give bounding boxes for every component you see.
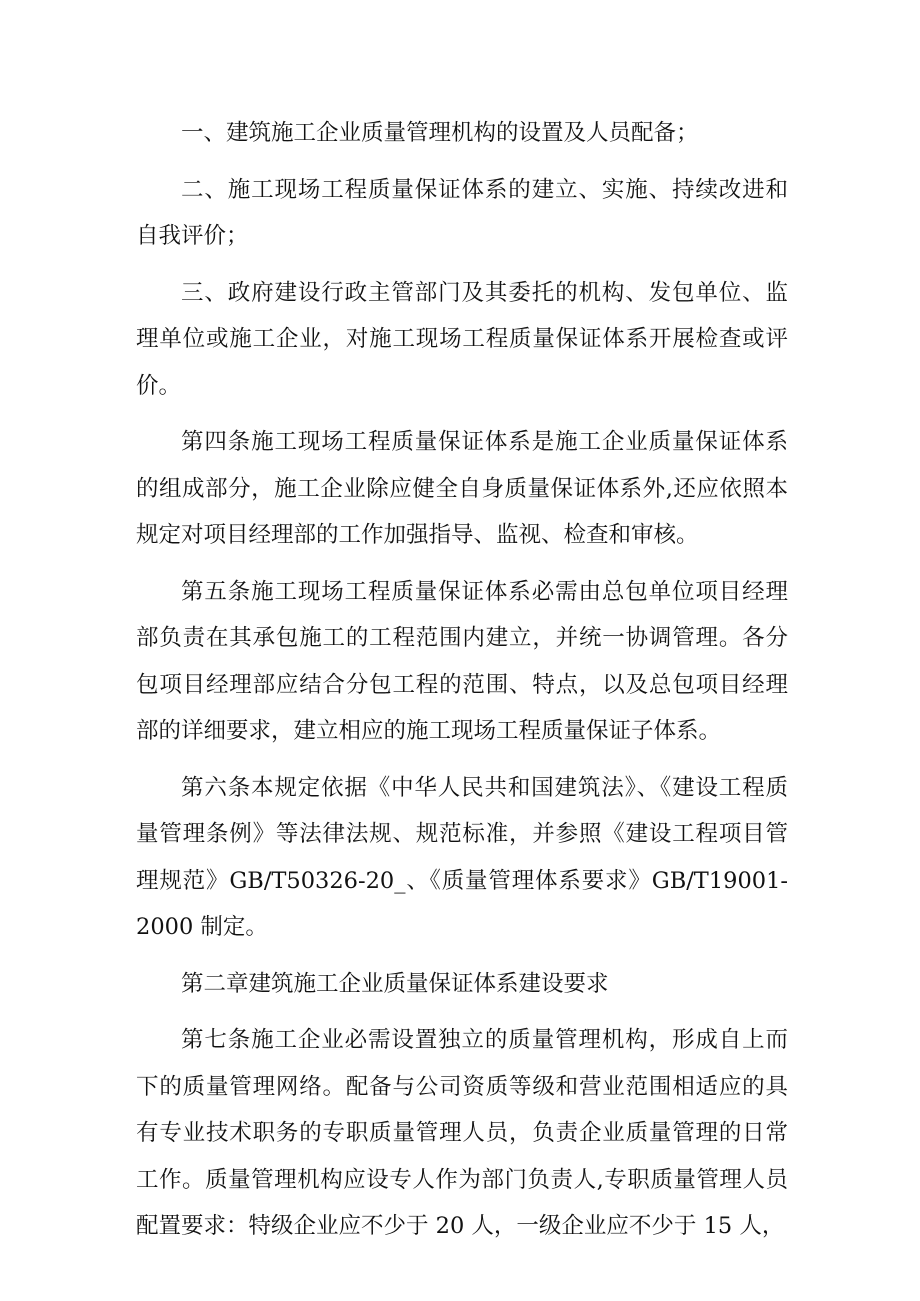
paragraph-item-1: 一、建筑施工企业质量管理机构的设置及人员配备； [181,120,699,146]
paragraph-item-3: 三、政府建设行政主管部门及其委托的机构、发包单位、监理单位或施工企业，对施工现场工程质量保证体系开展检查或评价。 [136,279,788,399]
paragraph-article-4: 第四条施工现场工程质量保证体系是施工企业质量保证体系的组成部分，施工企业除应健全自身质量保证体系外,还应依照本规定对项目经理部的工作加强指导、监视、检查和审核。 [136,429,788,548]
chapter-heading: 第二章建筑施工企业质量保证体系建设要求 [181,970,609,997]
paragraph-article-7: 第七条施工企业必需设置独立的质量管理机构，形成自上而下的质量管理网络。配备与公司资质等级和营业范围相适应的具有专业技术职务的专职质量管理人员，负责企业质量管理的日常工作。质量管理机构应设专人作为部门负责人,专职质量管理人员配置要求：特级企业应不少于 20 人，一级企业应不少于 15 人， [136,1027,788,1239]
paragraph-item-2: 二、施工现场工程质量保证体系的建立、实施、持续改进和自我评价； [136,176,788,249]
document-body [136,110,788,1260]
paragraph-article-6: 第六条本规定依据《中华人民共和国建筑法》、《建设工程质量管理条例》等法律法规、规范标准，并参照《建设工程项目管理规范》GB/T50326-20_、《质量管理体系要求》GB/T19001-2000 制定。 [136,774,788,940]
paragraph-article-5: 第五条施工现场工程质量保证体系必需由总包单位项目经理部负责在其承包施工的工程范围内建立，并统一协调管理。各分包项目经理部应结合分包工程的范围、特点，以及总包项目经理部的详细要求，建立相应的施工现场工程质量保证子体系。 [136,578,788,744]
